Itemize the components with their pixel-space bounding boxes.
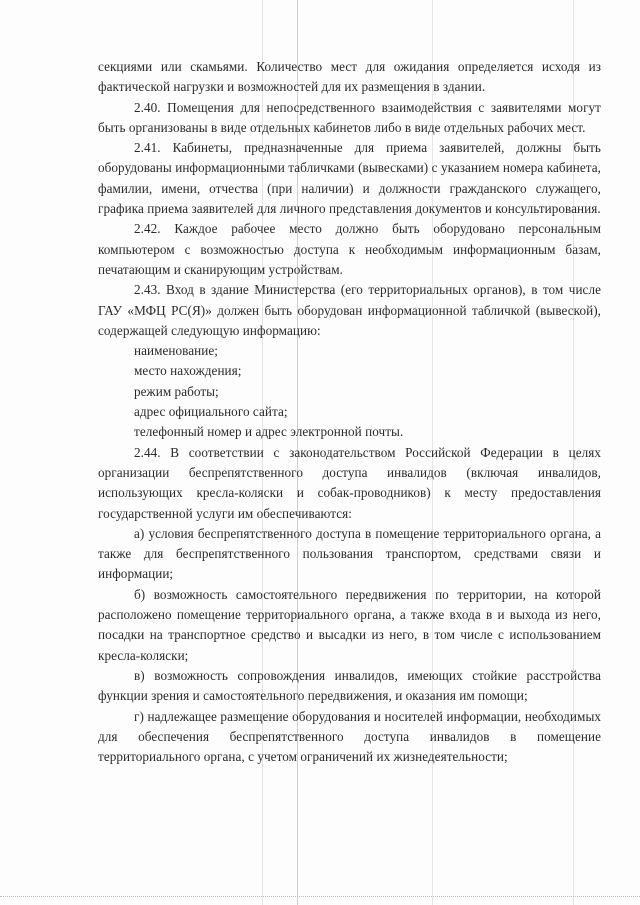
paragraph-2-43: 2.43. Вход в здание Министерства (его территориальных органов), в том числе ГАУ «МФЦ РС(Я)» должен быть оборудован информационной табличкой (вывеской), содержащей следующую информацию:	[98, 282, 601, 338]
document-body	[98, 57, 601, 767]
page-bottom-border	[0, 896, 640, 899]
list-item: наименование;	[134, 343, 219, 359]
list-item: адрес официального сайта;	[134, 404, 288, 420]
subitem-b: б) возможность самостоятельного передвижения по территории, на которой расположено помещение территориального органа, а также входа в и выхода из него, посадки на транспортное средство и высадки из него, в том числе с использованием кресла-коляски;	[98, 586, 601, 663]
list-item: место нахождения;	[134, 363, 242, 379]
paragraph-2-42: 2.42. Каждое рабочее место должно быть оборудовано персональным компьютером с возможностью доступа к необходимым информационным базам, печатающим и сканирующим устройствам.	[98, 221, 601, 277]
paragraph-2-44: 2.44. В соответствии с законодательством Российской Федерации в целях организации беспрепятственного доступа инвалидов (включая инвалидов, использующих кресла-коляски и собак-проводников) к месту предоставления государственной услуги им обеспечиваются:	[98, 444, 601, 521]
subitem-v: в) возможность сопровождения инвалидов, имеющих стойкие расстройства функции зрения и самостоятельного передвижения, и оказания им помощи;	[98, 667, 601, 704]
subitem-g: г) надлежащее размещение оборудования и носителей информации, необходимых для обеспечения беспрепятственного доступа инвалидов в помещение территориального органа, с учетом ограничений их жизнедеятельности;	[98, 708, 601, 765]
list-item: телефонный номер и адрес электронной почты.	[134, 424, 404, 440]
paragraph-2-40: 2.40. Помещения для непосредственного взаимодействия с заявителями могут быть организованы в виде отдельных кабинетов либо в виде отдельных рабочих мест.	[98, 99, 601, 135]
paragraph-continuation: секциями или скамьями. Количество мест для ожидания определяется исходя из фактической нагрузки и возможностей для их размещения в здании.	[98, 59, 601, 95]
paragraph-2-41: 2.41. Кабинеты, предназначенные для приема заявителей, должны быть оборудованы информационными табличками (вывесками) с указанием номера кабинета, фамилии, имени, отчества (при наличии) и должности гражданского служащего, графика приема заявителей для личного представления документов и консультирования.	[98, 140, 601, 217]
subitem-a: а) условия беспрепятственного доступа в помещение территориального органа, а также для беспрепятственного пользования транспортом, средствами связи и информации;	[98, 525, 601, 582]
list-item: режим работы;	[134, 383, 219, 399]
